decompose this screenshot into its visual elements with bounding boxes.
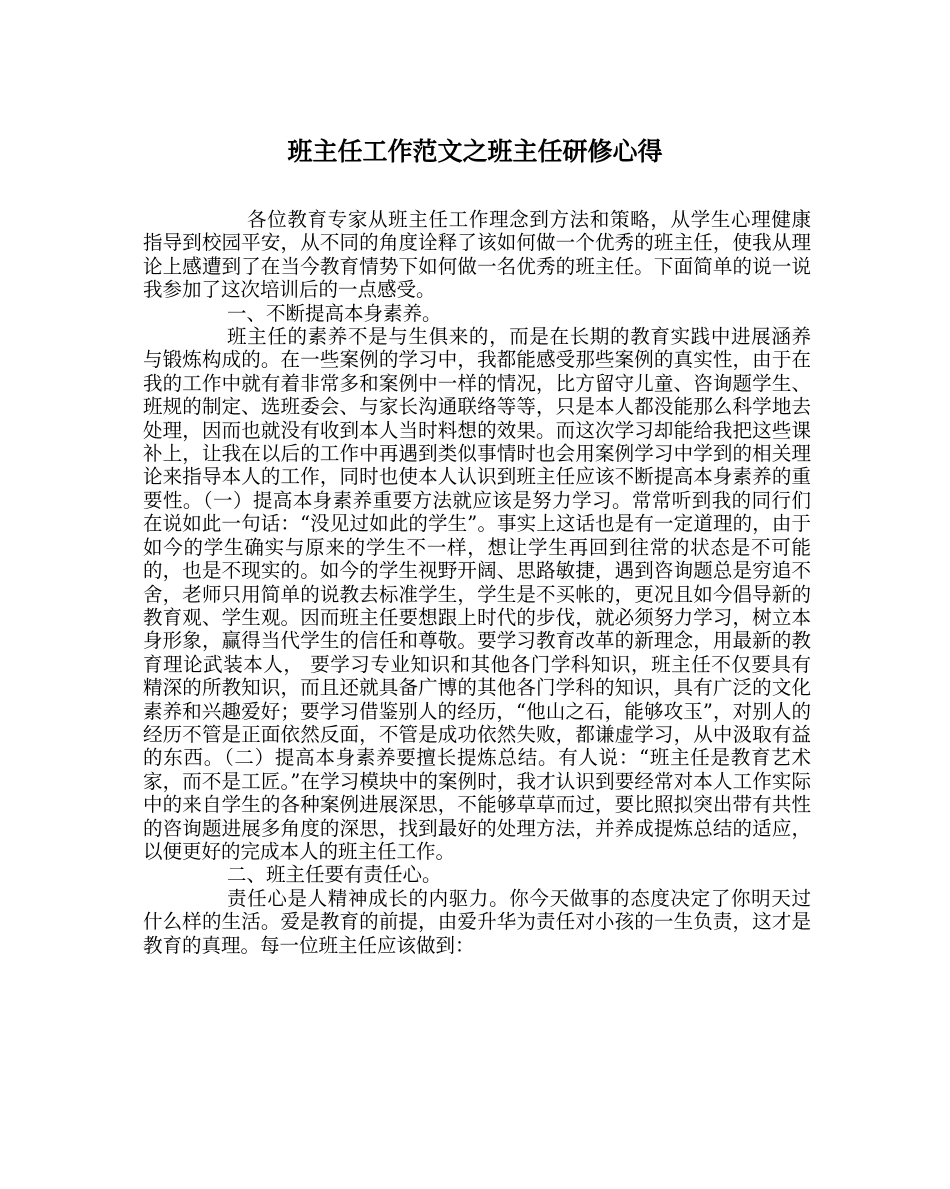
document-title: 班主任工作范文之班主任研修心得: [287, 137, 663, 166]
document-body: [143, 208, 811, 957]
section-heading-2: 二、班主任要有责任心。: [227, 863, 442, 887]
section-heading-1: 一、不断提高本身素养。: [227, 301, 442, 325]
paragraph-section-1: 班主任的素养不是与生俱来的，而是在长期的教育实践中进展涵养与锻炼构成的。在一些案例的学习中，我都能感受那些案例的真实性，由于在我的工作中就有着非常多和案例中一样的情况，比方留守儿童、咨询题学生、班规的制定、选班委会、与家长沟通联络等等，只是本人都没能那么科学地去处理，因而也就没有收到本人当时料想的效果。而这次学习却能给我把这些课补上，让我在以后的工作中再遇到类似事情时也会用案例学习中学到的相关理论来指导本人的工作，同时也使本人认识到班主任应该不断提高本身素养的重要性。（一）提高本身素养重要方法就应该是努力学习。常常听到我的同行们在说如此一句话：“没见过如此的学生”。事实上这话也是有一定道理的，由于如今的学生确实与原来的学生不一样，想让学生再回到往常的状态是不可能的，也是不现实的。如今的学生视野开阔、思路敏捷，遇到咨询题总是穷追不舍，老师只用简单的说教去标准学生，学生是不买帐的，更况且如今倡导新的教育观、学生观。因而班主任要想跟上时代的步伐，就必须努力学习，树立本身形象，赢得当代学生的信任和尊敬。要学习教育改革的新理念，用最新的教育理论武装本人， 要学习专业知识和其他各门学科知识，班主任不仅要具有精深的所教知识，而且还就具备广博的其他各门学科的知识，具有广泛的文化素养和兴趣爱好；要学习借鉴别人的经历，“他山之石，能够攻玉”，对别人的经历不管是正面依然反面，不管是成功依然失败，都谦虚学习，从中汲取有益的东西。（二）提高本身素养要擅长提炼总结。有人说：“班主任是教育艺术家，而不是工匠。”在学习模块中的案例时，我才认识到要经常对本人工作实际中的来自学生的各种案例进展深思，不能够草草而过，要比照拟突出带有共性的咨询题进展多角度的深思，找到最好的处理方法，并养成提炼总结的适应，以便更好的完成本人的班主任工作。: [143, 325, 811, 863]
paragraph-intro: 各位教育专家从班主任工作理念到方法和策略，从学生心理健康指导到校园平安，从不同的角度诠释了该如何做一个优秀的班主任，使我从理论上感遭到了在当今教育情势下如何做一名优秀的班主任。下面简单的说一说我参加了这次培训后的一点感受。: [143, 208, 811, 302]
paragraph-section-2: 责任心是人精神成长的内驱力。你今天做事的态度决定了你明天过什么样的生活。爱是教育的前提，由爱升华为责任对小孩的一生负责，这才是教育的真理。每一位班主任应该做到：: [143, 886, 811, 957]
